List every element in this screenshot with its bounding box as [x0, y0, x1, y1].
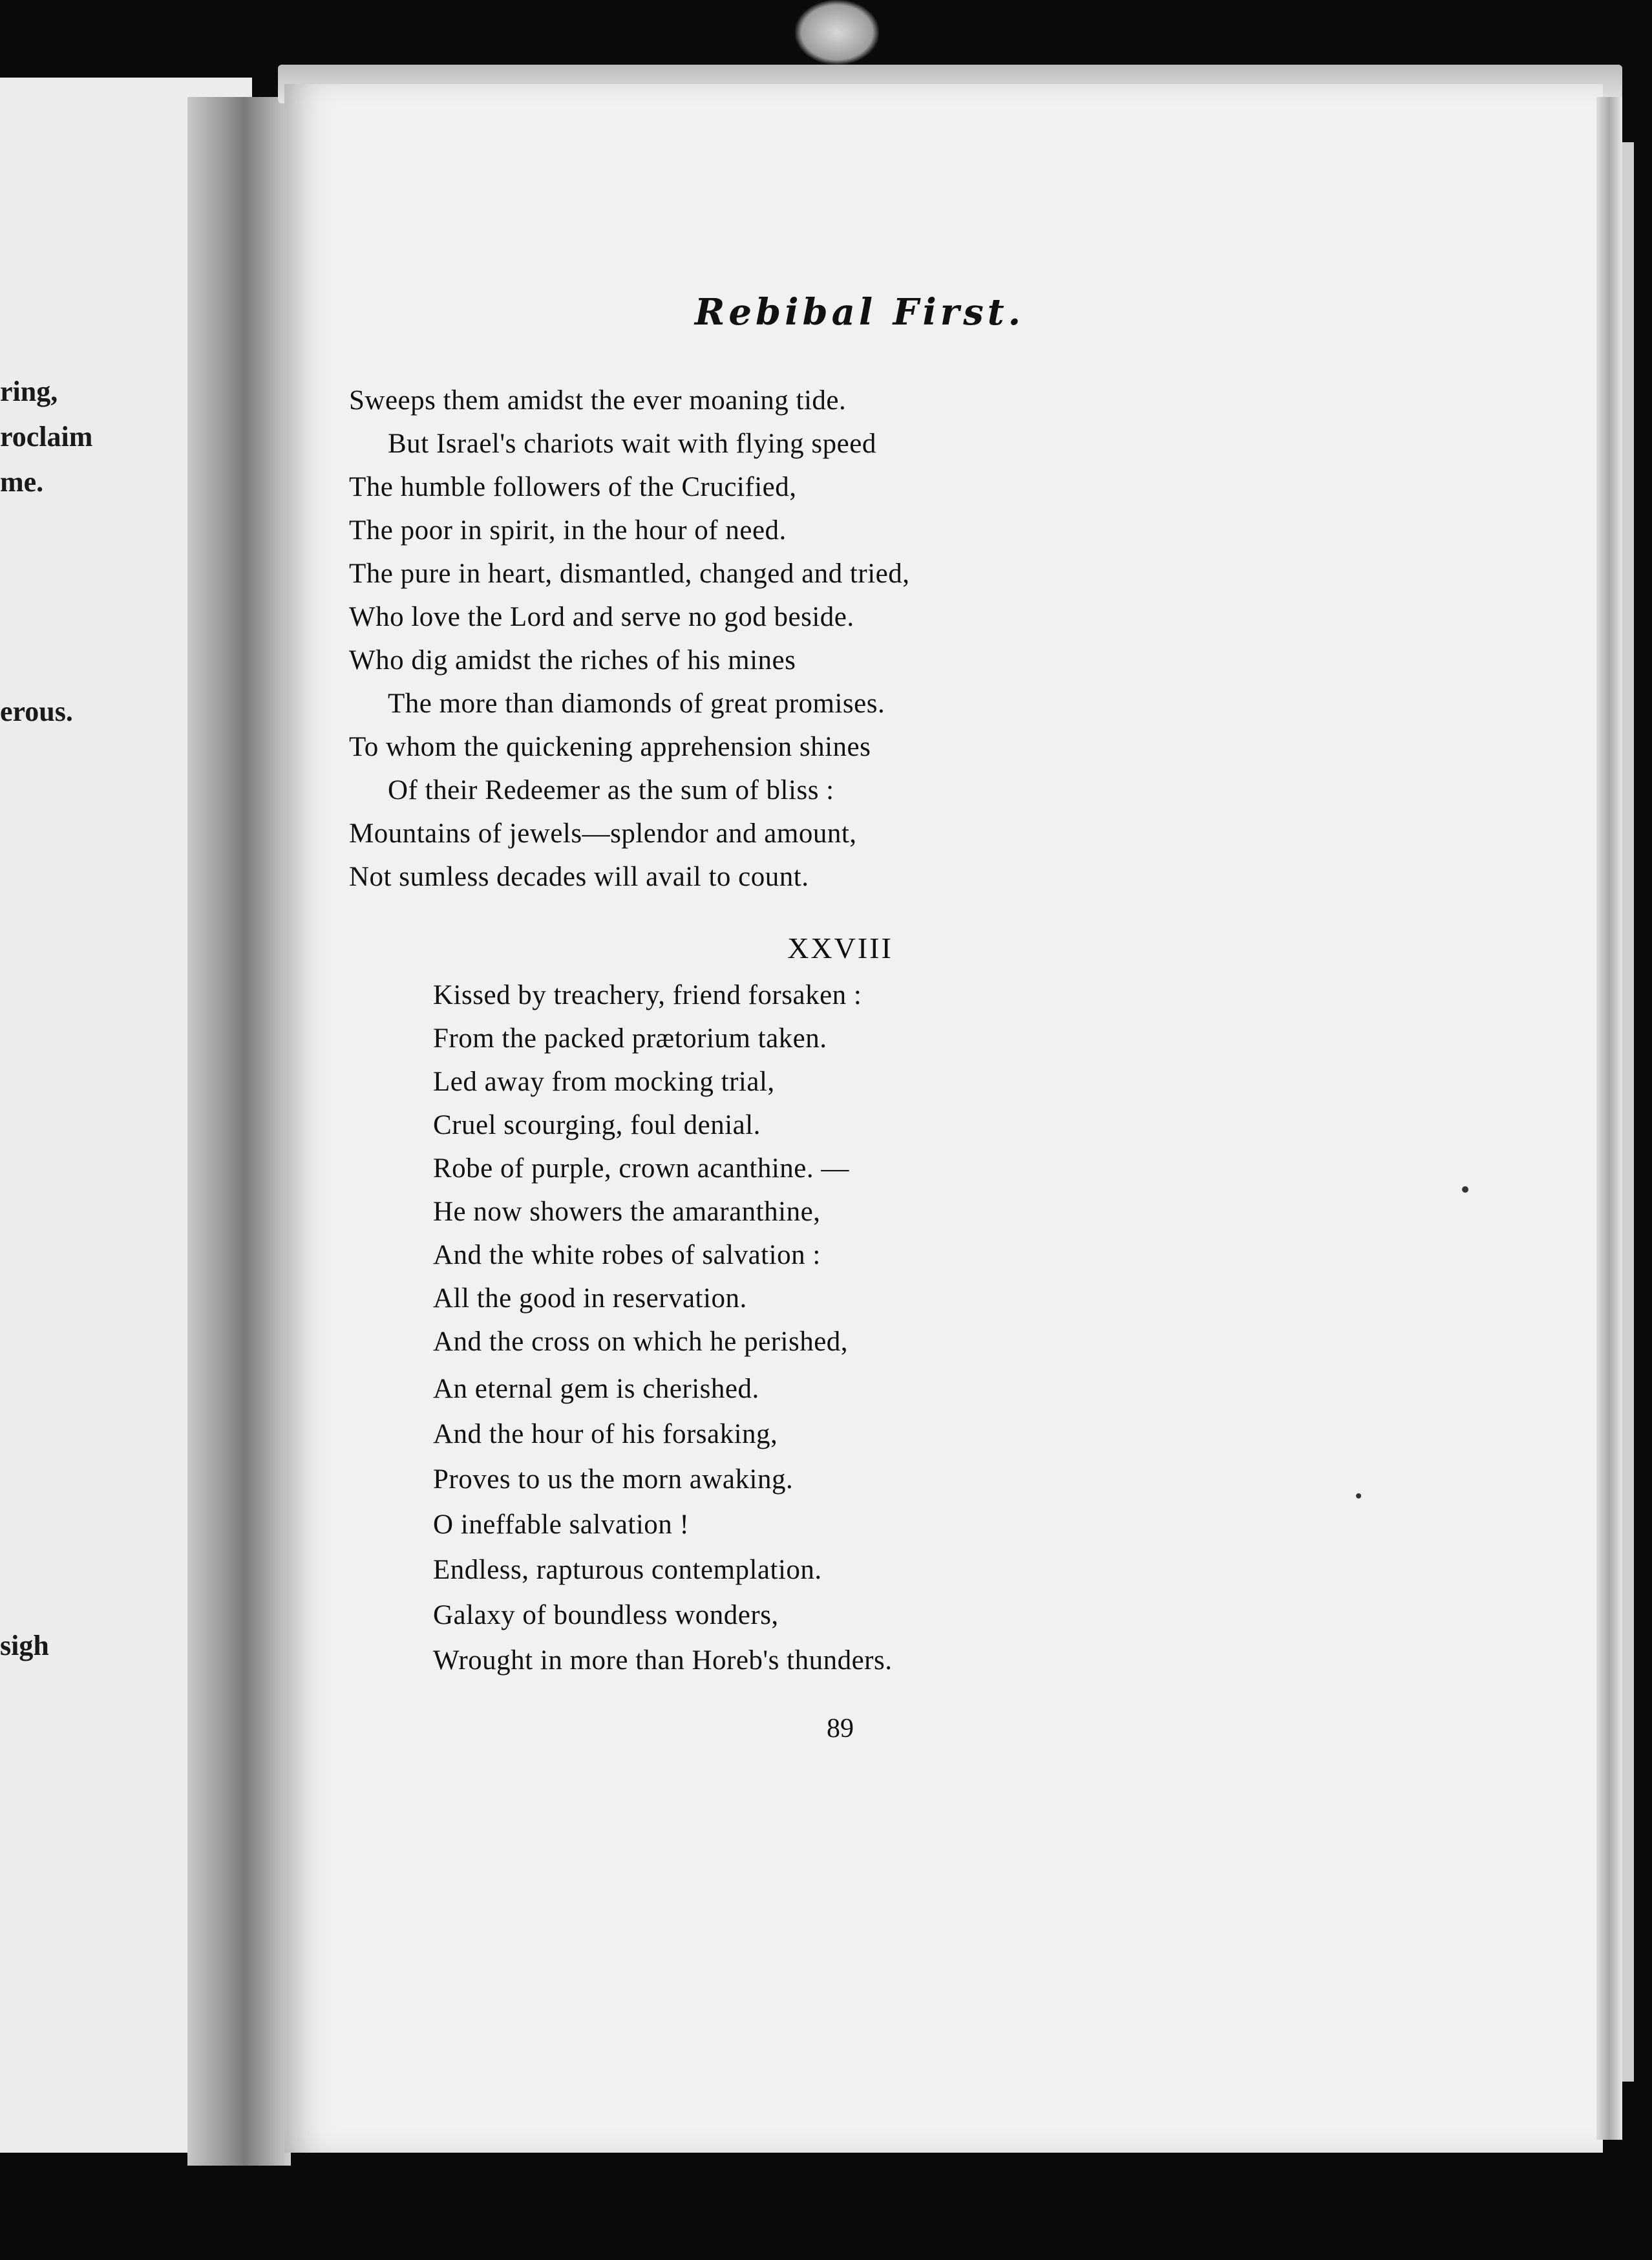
- binding-clip: [795, 0, 879, 65]
- paper-speck: [1462, 1186, 1468, 1193]
- verse-line: The pure in heart, dismantled, changed and tried,: [349, 559, 910, 589]
- section-number: XXVIII: [787, 932, 893, 965]
- poem-line: And the hour of his forsaking,: [433, 1419, 778, 1449]
- poem-line: An eternal gem is cherished.: [433, 1374, 759, 1404]
- poem-line: He now showers the amaranthine,: [433, 1197, 821, 1227]
- book-gutter: [187, 97, 291, 2166]
- poem-line: From the packed prætorium taken.: [433, 1023, 827, 1054]
- verse-line: The more than diamonds of great promises.: [388, 688, 885, 719]
- paper-speck: [1356, 1493, 1361, 1498]
- poem-line: O ineffable salvation !: [433, 1509, 690, 1540]
- verse-line: Who dig amidst the riches of his mines: [349, 645, 796, 676]
- poem-line: Kissed by treachery, friend forsaken :: [433, 980, 862, 1010]
- left-fragment: me.: [0, 466, 44, 498]
- verse-line: Who love the Lord and serve no god beside.: [349, 602, 854, 632]
- verse-line: But Israel's chariots wait with flying speed: [388, 429, 876, 459]
- verse-line: The poor in spirit, in the hour of need.: [349, 515, 787, 546]
- verse-line: Sweeps them amidst the ever moaning tide.: [349, 385, 847, 416]
- poem-line: Galaxy of boundless wonders,: [433, 1600, 779, 1630]
- verse-line: Mountains of jewels—splendor and amount,: [349, 818, 857, 849]
- verse-line: Of their Redeemer as the sum of bliss :: [388, 775, 834, 805]
- verse-line: The humble followers of the Crucified,: [349, 472, 797, 502]
- poem-line: All the good in reservation.: [433, 1283, 747, 1314]
- poem-line: Endless, rapturous contemplation.: [433, 1555, 822, 1585]
- left-fragment: roclaim: [0, 421, 93, 453]
- left-fragment: erous.: [0, 696, 73, 727]
- poem-line: Led away from mocking trial,: [433, 1067, 775, 1097]
- page-edge: [1596, 97, 1622, 2140]
- running-head: Rebibal First.: [694, 291, 1025, 334]
- verse-line: To whom the quickening apprehension shines: [349, 732, 871, 762]
- left-fragment: sigh: [0, 1630, 49, 1661]
- poem-line: Cruel scourging, foul denial.: [433, 1110, 761, 1140]
- page-number: 89: [827, 1714, 854, 1743]
- poem-line: Wrought in more than Horeb's thunders.: [433, 1645, 893, 1676]
- page-edge-outer: [1622, 142, 1634, 2082]
- verse-line: Not sumless decades will avail to count.: [349, 862, 809, 892]
- poem-line: Proves to us the morn awaking.: [433, 1464, 794, 1495]
- poem-line: And the white robes of salvation :: [433, 1240, 821, 1270]
- left-fragment: ring,: [0, 376, 58, 407]
- poem-line: And the cross on which he perished,: [433, 1327, 849, 1357]
- poem-line: Robe of purple, crown acanthine. —: [433, 1153, 849, 1184]
